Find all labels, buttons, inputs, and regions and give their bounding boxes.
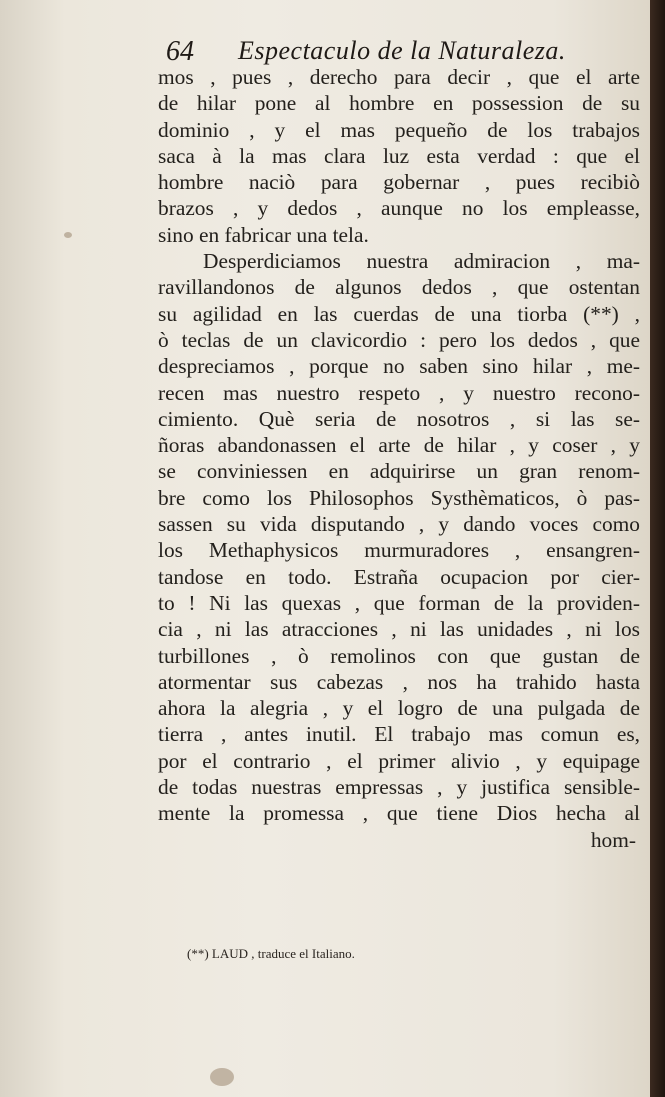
text-line: mente la promessa , que tiene Dios hecha al <box>158 801 640 826</box>
text-line: cia , ni las atracciones , ni las unidades , ni los <box>158 617 640 642</box>
text-line: Desperdiciamos nuestra admiracion , ma- <box>203 249 640 274</box>
text-line: dominio , y el mas pequeño de los trabajos <box>158 117 640 142</box>
text-line: saca à la mas clara luz esta verdad : que el <box>158 143 640 168</box>
text-line: atormentar sus cabezas , nos ha trahido hasta <box>158 669 640 694</box>
text-line: de todas nuestras empressas , y justifica sensible- <box>158 775 640 800</box>
text-line: tandose en todo. Estraña ocupacion por cier- <box>158 564 640 589</box>
text-line: de hilar pone al hombre en possession de su <box>158 91 640 116</box>
text-line: por el contrario , el primer alivio , y equipage <box>158 748 640 773</box>
text-line: despreciamos , porque no saben sino hilar , me- <box>158 354 640 379</box>
book-spine <box>650 0 665 1097</box>
text-line: mos , pues , derecho para decir , que el arte <box>158 65 640 89</box>
text-line: sassen su vida disputando , y dando voces como <box>158 512 640 537</box>
text-line: ahora la alegria , y el logro de una pulgada de <box>158 696 640 721</box>
running-title: Espectaculo de la Naturaleza. <box>238 36 566 65</box>
text-line: hombre naciò para gobernar , pues recibiò <box>158 170 640 195</box>
text-line: bre como los Philosophos Systhèmaticos, ò pas- <box>158 485 640 510</box>
text-line: ò teclas de un clavicordio : pero los dedos , que <box>158 327 640 352</box>
text-line: ravillandonos de algunos dedos , que ostentan <box>158 275 640 300</box>
page-header <box>158 34 598 68</box>
text-line: se conviniessen en adquirirse un gran renom- <box>158 459 640 484</box>
body-text <box>158 64 640 853</box>
text-line: brazos , y dedos , aunque no los empleasse, <box>158 196 640 221</box>
text-line: sino en fabricar una tela. <box>158 222 369 247</box>
text-line: ñoras abandonassen el arte de hilar , y coser , y <box>158 433 640 458</box>
ink-stain <box>210 1068 234 1086</box>
ink-stain <box>64 232 72 238</box>
page-number: 64 <box>166 36 194 67</box>
text-line: to ! Ni las quexas , que forman de la providen- <box>158 590 640 615</box>
text-line: los Methaphysicos murmuradores , ensangren- <box>158 538 640 563</box>
footnote: (**) LAUD , traduce el Italiano. <box>187 946 355 961</box>
text-line: hom- <box>590 827 636 852</box>
text-line: turbillones , ò remolinos con que gustan de <box>158 643 640 668</box>
text-line: su agilidad en las cuerdas de una tiorba (**) , <box>158 301 640 326</box>
text-line: cimiento. Què seria de nosotros , si las se- <box>158 406 640 431</box>
show-through-text <box>60 240 130 360</box>
text-line: recen mas nuestro respeto , y nuestro recono- <box>158 380 640 405</box>
text-line: tierra , antes inutil. El trabajo mas comun es, <box>158 722 640 747</box>
